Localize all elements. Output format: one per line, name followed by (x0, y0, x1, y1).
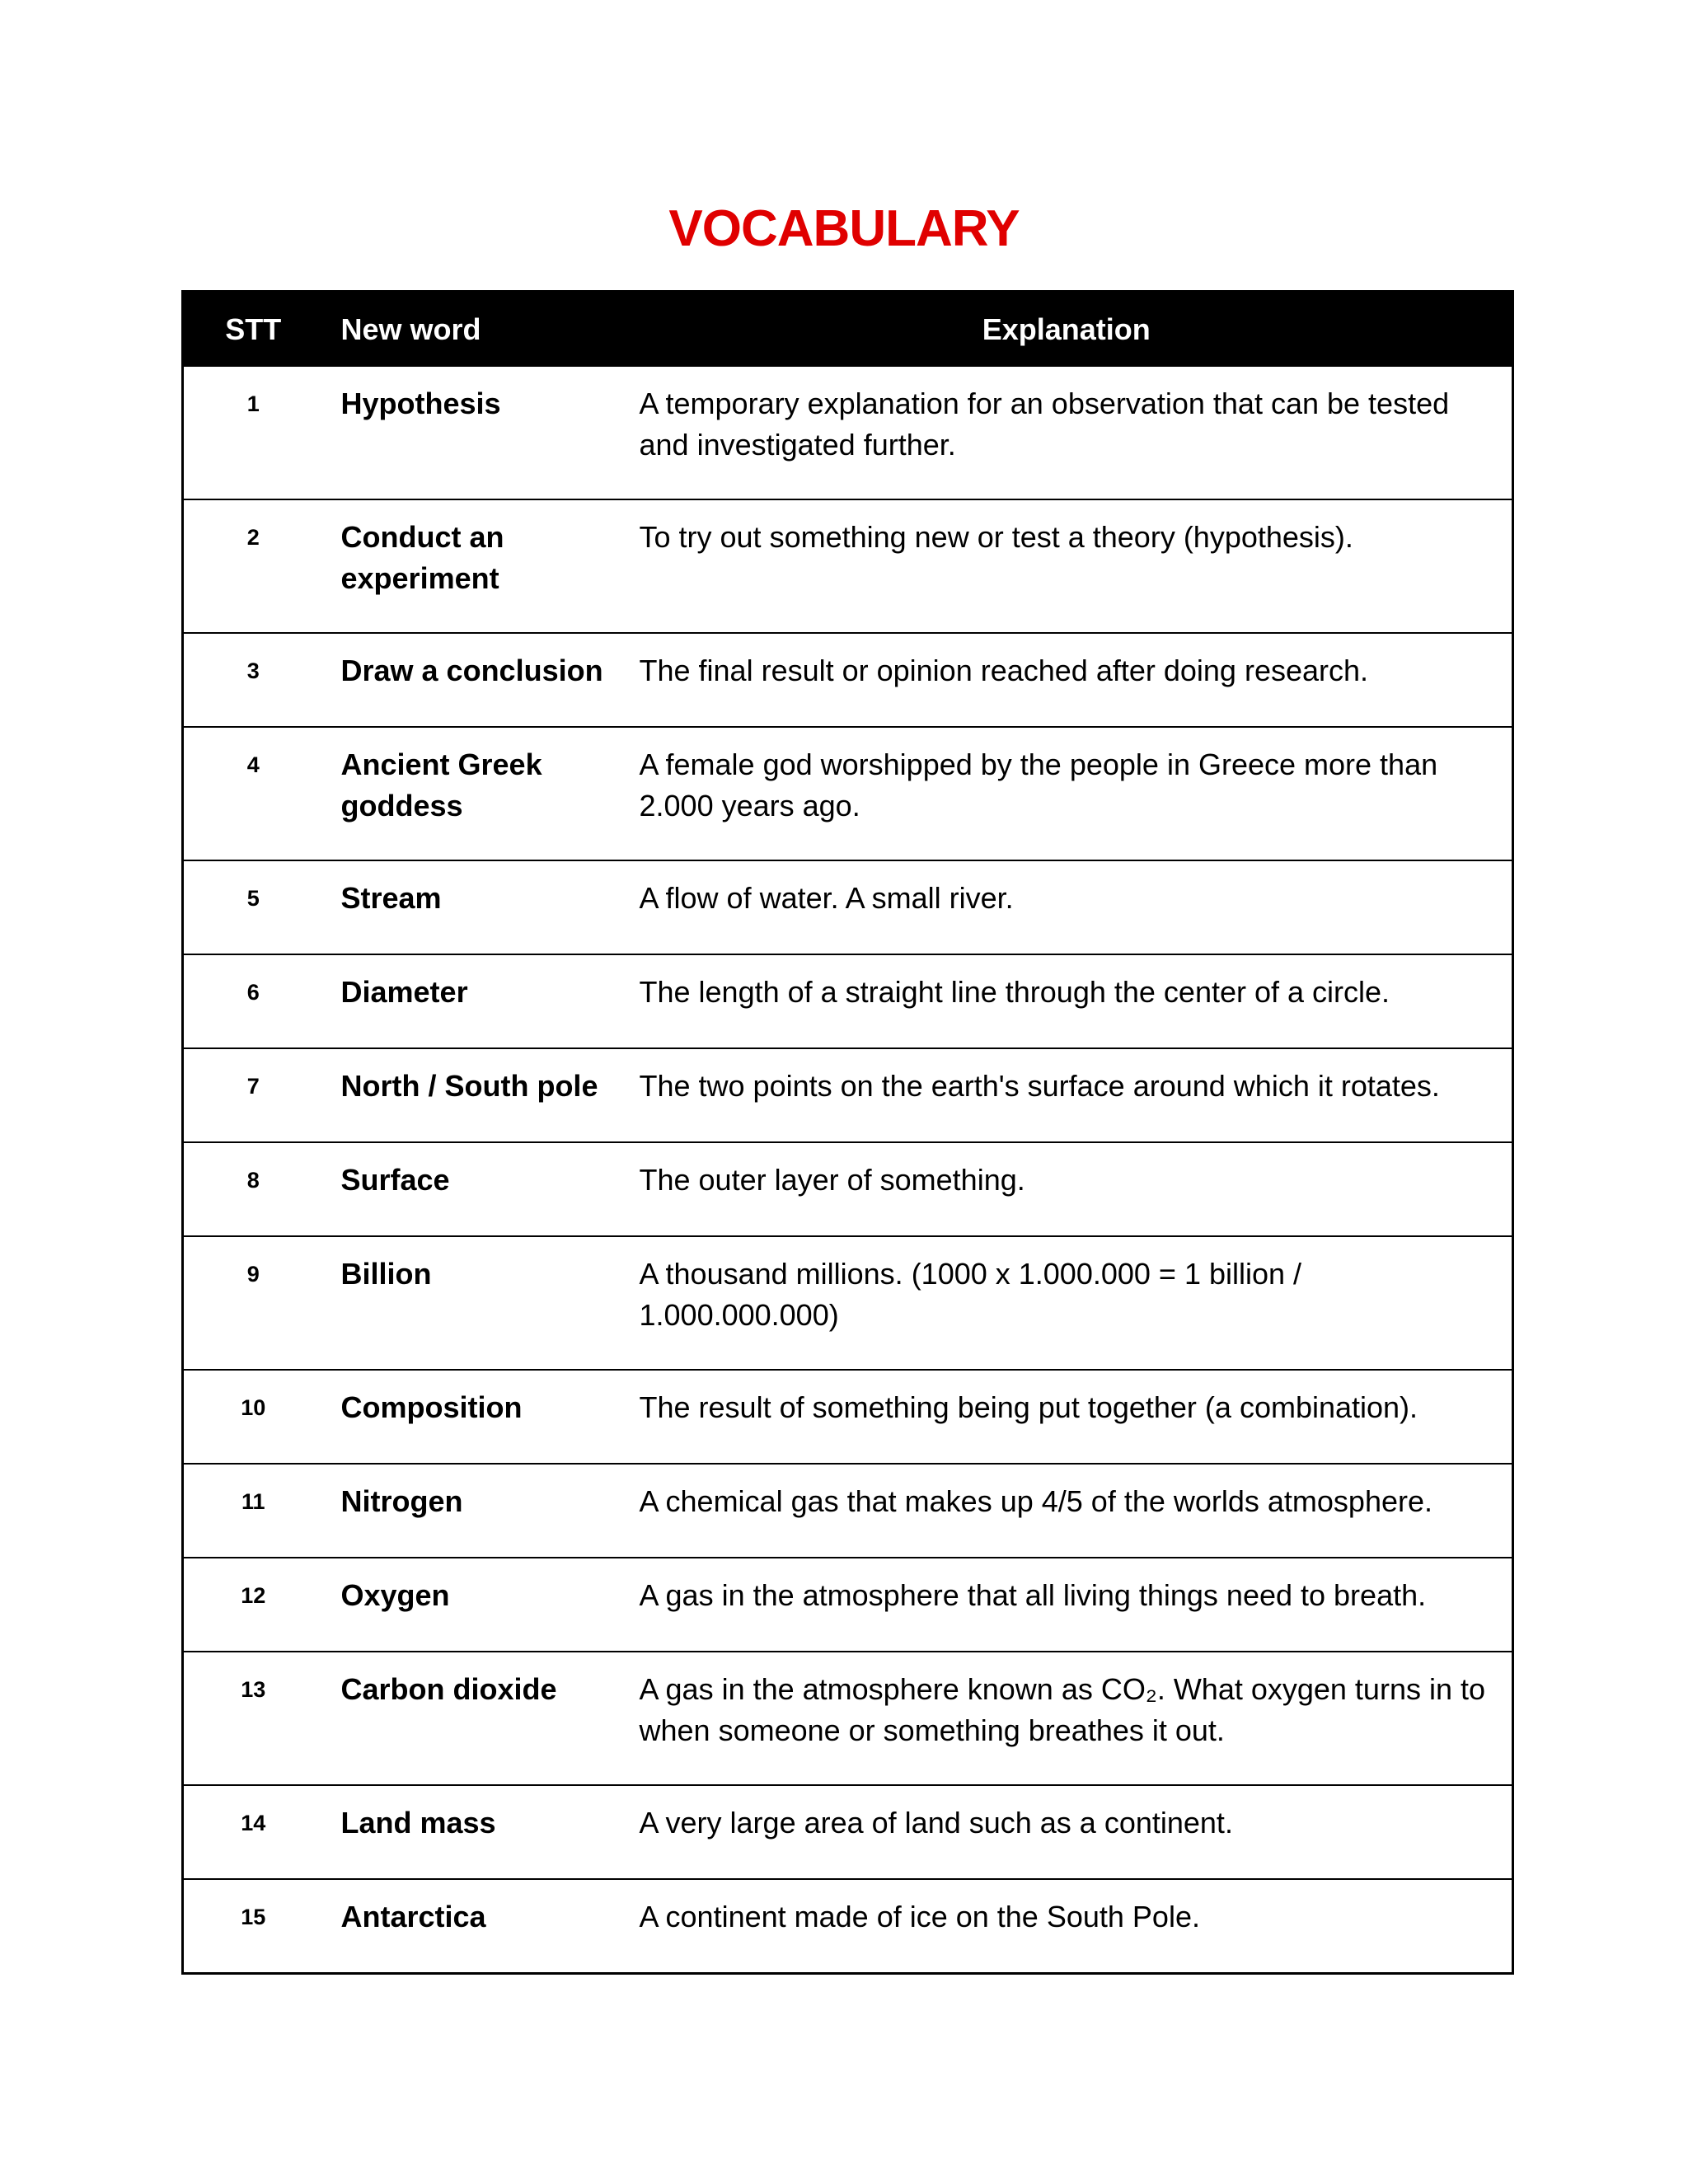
table-row (183, 1558, 1513, 1652)
row-number: 2 (183, 499, 323, 633)
table-row (183, 366, 1513, 499)
row-word: Draw a conclusion (323, 633, 621, 727)
table-row (183, 954, 1513, 1048)
row-word: Ancient Greek goddess (323, 727, 621, 860)
row-word: Stream (323, 860, 621, 954)
table-row (183, 1048, 1513, 1142)
row-number: 13 (183, 1652, 323, 1785)
vocabulary-table (181, 290, 1514, 1975)
table-row (183, 860, 1513, 954)
row-word: Conduct an experiment (323, 499, 621, 633)
table-row (183, 1464, 1513, 1558)
row-number: 6 (183, 954, 323, 1048)
table-row (183, 1879, 1513, 1974)
row-explanation: A gas in the atmosphere that all living things need to breath. (621, 1558, 1513, 1652)
page-title: VOCABULARY (668, 200, 1020, 257)
row-explanation: A female god worshipped by the people in Greece more than 2.000 years ago. (621, 727, 1513, 860)
row-number: 8 (183, 1142, 323, 1236)
table-header (183, 292, 1513, 366)
row-word: Hypothesis (323, 366, 621, 499)
row-explanation: The length of a straight line through the center of a circle. (621, 954, 1513, 1048)
row-explanation: The final result or opinion reached after doing research. (621, 633, 1513, 727)
row-word: Nitrogen (323, 1464, 621, 1558)
row-explanation: The result of something being put together (a combination). (621, 1370, 1513, 1464)
header-explanation: Explanation (982, 312, 1151, 346)
table-row (183, 1652, 1513, 1785)
row-word: Antarctica (323, 1879, 621, 1974)
table-row (183, 633, 1513, 727)
table-row (183, 1142, 1513, 1236)
row-word: Billion (323, 1236, 621, 1370)
row-explanation: A very large area of land such as a continent. (621, 1785, 1513, 1879)
row-explanation: The two points on the earth's surface around which it rotates. (621, 1048, 1513, 1142)
row-explanation: A flow of water. A small river. (621, 860, 1513, 954)
row-explanation: A continent made of ice on the South Pole. (621, 1879, 1513, 1974)
row-explanation: A gas in the atmosphere known as CO₂. What oxygen turns in to when someone or something breathes it out. (621, 1652, 1513, 1785)
header-stt: STT (225, 312, 282, 346)
row-number: 4 (183, 727, 323, 860)
row-explanation: A thousand millions. (1000 x 1.000.000 = 1 billion / 1.000.000.000) (621, 1236, 1513, 1370)
row-number: 3 (183, 633, 323, 727)
row-number: 11 (183, 1464, 323, 1558)
row-word: Surface (323, 1142, 621, 1236)
row-number: 1 (183, 366, 323, 499)
row-word: North / South pole (323, 1048, 621, 1142)
row-number: 14 (183, 1785, 323, 1879)
table-row (183, 499, 1513, 633)
table-body (183, 366, 1513, 1974)
row-number: 7 (183, 1048, 323, 1142)
row-number: 5 (183, 860, 323, 954)
row-explanation: The outer layer of something. (621, 1142, 1513, 1236)
header-new-word: New word (340, 312, 481, 346)
table-row (183, 1370, 1513, 1464)
row-word: Carbon dioxide (323, 1652, 621, 1785)
row-number: 9 (183, 1236, 323, 1370)
row-word: Land mass (323, 1785, 621, 1879)
row-word: Diameter (323, 954, 621, 1048)
row-word: Composition (323, 1370, 621, 1464)
header-row (183, 292, 1513, 366)
row-word: Oxygen (323, 1558, 621, 1652)
table-row (183, 727, 1513, 860)
row-explanation: A temporary explanation for an observation that can be tested and investigated further. (621, 366, 1513, 499)
row-number: 15 (183, 1879, 323, 1974)
table-row (183, 1236, 1513, 1370)
row-number: 10 (183, 1370, 323, 1464)
row-number: 12 (183, 1558, 323, 1652)
table-row (183, 1785, 1513, 1879)
row-explanation: A chemical gas that makes up 4/5 of the worlds atmosphere. (621, 1464, 1513, 1558)
row-explanation: To try out something new or test a theory (hypothesis). (621, 499, 1513, 633)
